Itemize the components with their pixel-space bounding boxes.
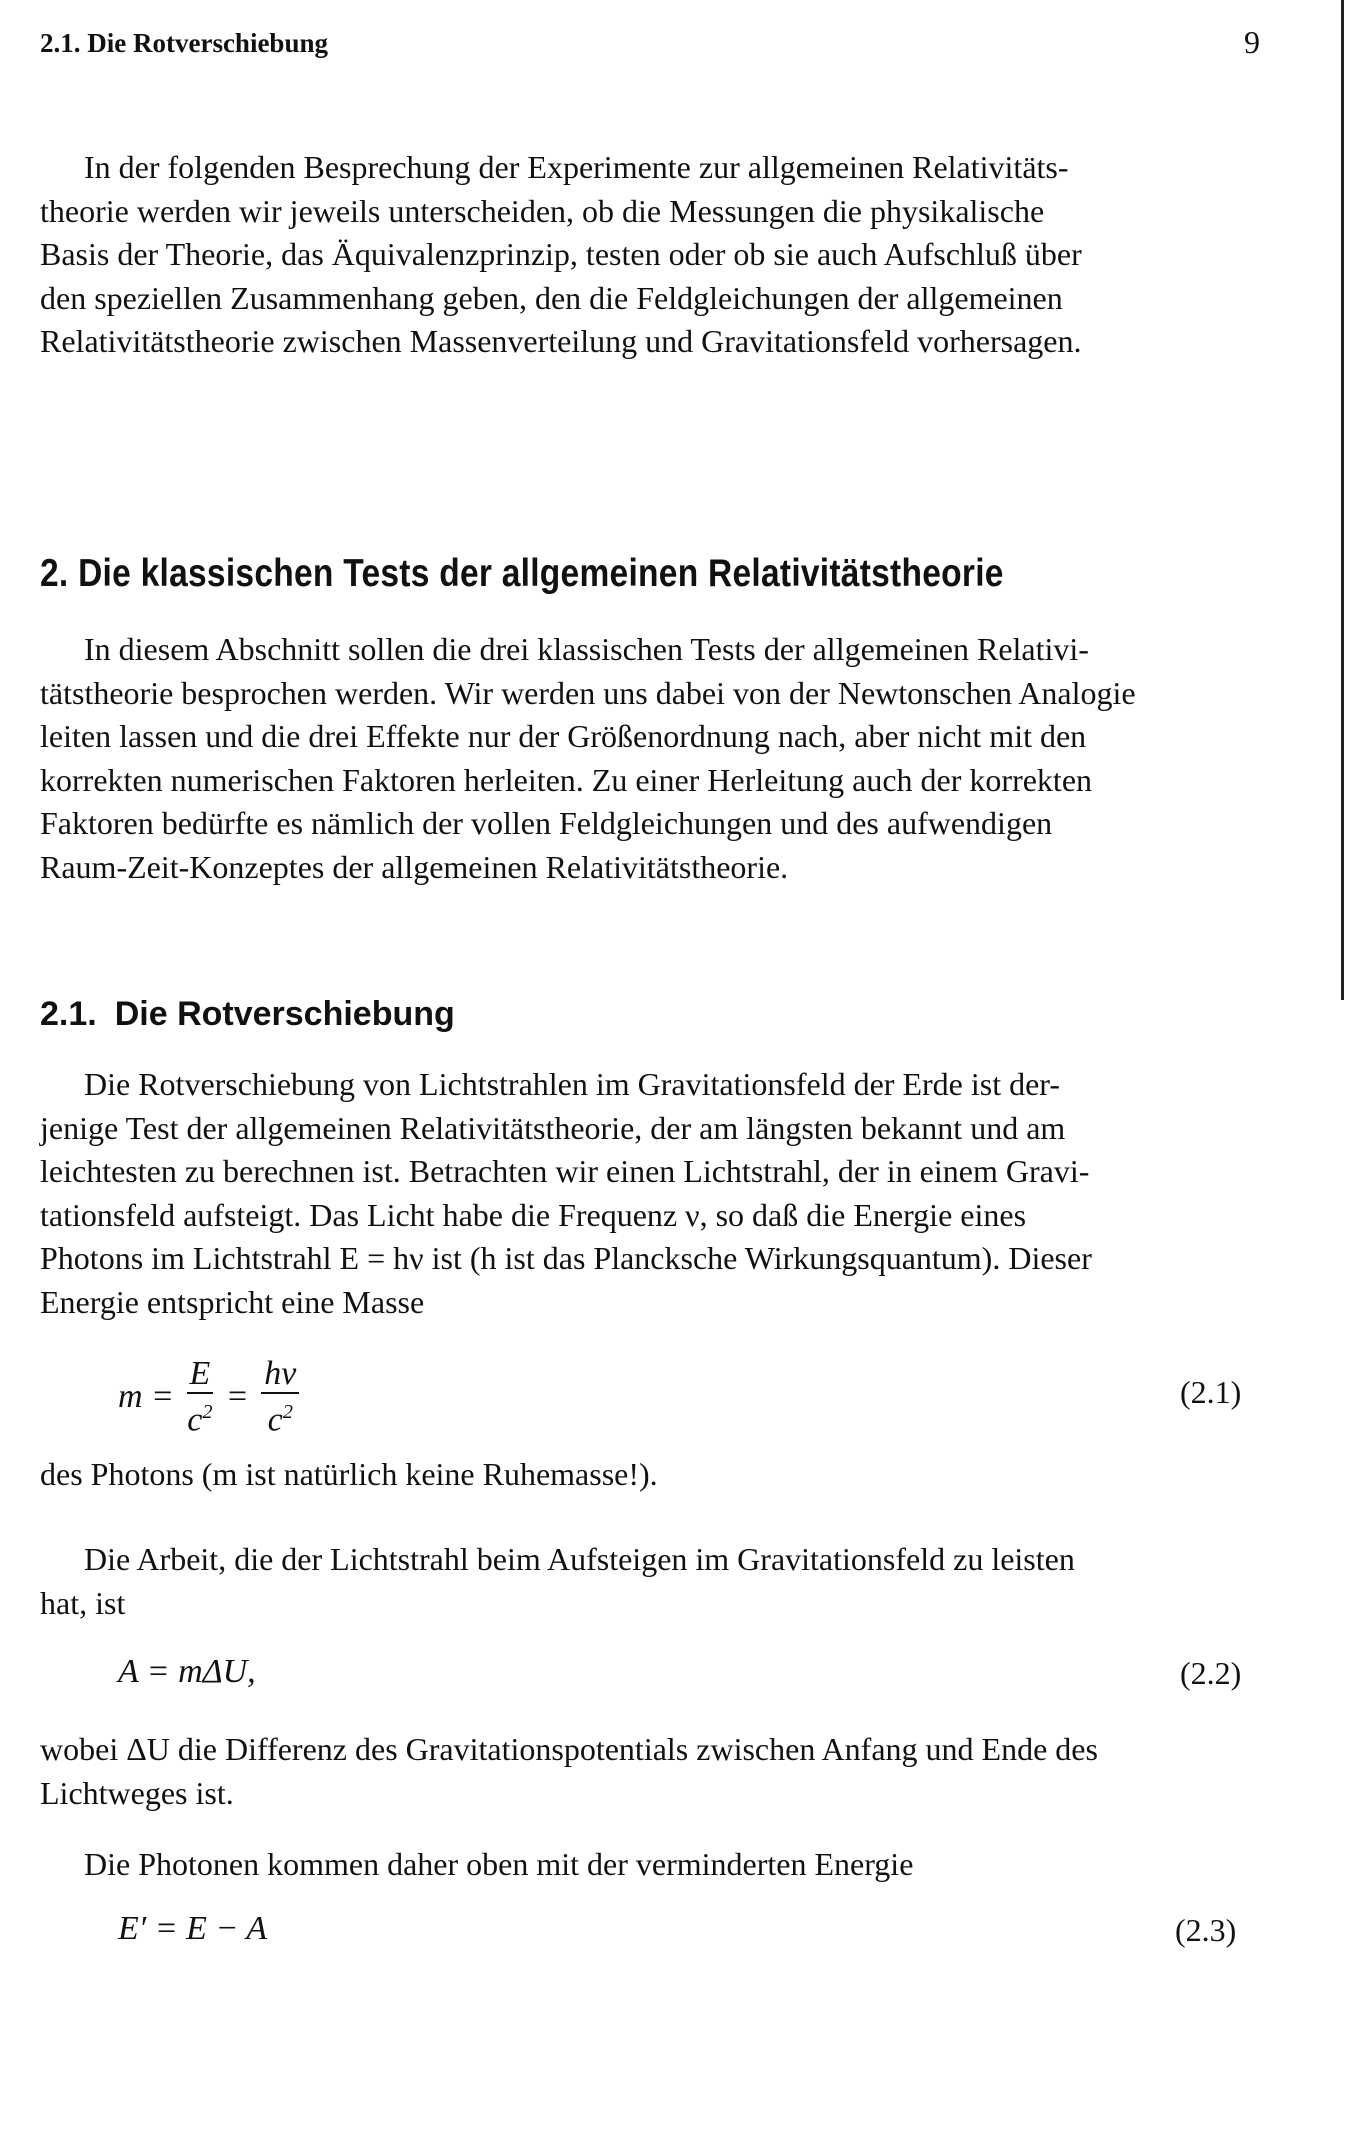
page-number: 9 (1244, 24, 1260, 60)
text-line: Die Photonen kommen daher oben mit der verminderten Energie (84, 1846, 914, 1882)
text-line: Lichtweges ist. (40, 1774, 234, 1811)
text-line: Basis der Theorie, das Äquivalenzprinzip, testen oder ob sie auch Aufschluß über (40, 236, 1082, 272)
eq1-frac2-numerator: hν (261, 1356, 299, 1394)
running-head: 2.1. Die Rotverschiebung (40, 28, 328, 58)
text-line: Die Rotverschiebung von Lichtstrahlen im Gravitationsfeld der Erde ist der- (84, 1066, 1060, 1102)
text-line: In der folgenden Besprechung der Experimente zur allgemeinen Relativitäts- (84, 149, 1069, 185)
subsection-heading (40, 995, 455, 1034)
eq1-fraction-e-over-c2 (187, 1356, 214, 1438)
exponent: 2 (202, 1401, 213, 1423)
text-line: Faktoren bedürfte es nämlich der vollen Feldgleichungen und des aufwendigen (40, 805, 1053, 841)
text-line: Photons im Lichtstrahl E = hν ist (h ist das Plancksche Wirkungsquantum). Dieser (40, 1240, 1092, 1276)
text-line: leichtesten zu berechnen ist. Betrachten wir einen Lichtstrahl, der in einem Gravi- (40, 1153, 1090, 1189)
equation-2-2: A = mΔU, (118, 1653, 256, 1690)
text-line: In diesem Abschnitt sollen die drei klassischen Tests der allgemeinen Relativi- (84, 631, 1089, 667)
margin-rule (1341, 0, 1344, 1000)
section-paragraph (40, 628, 1290, 889)
work-paragraph (40, 1538, 1280, 1625)
text-line: wobei ΔU die Differenz des Gravitationspotentials zwischen Anfang und Ende des (40, 1731, 1098, 1767)
eq1-equals: = (225, 1378, 249, 1416)
eq1-frac1-numerator: E (187, 1356, 214, 1394)
text-line: hat, ist (40, 1584, 126, 1621)
eq1-frac1-denominator: $c^2$ (187, 1401, 213, 1439)
text-line: jenige Test der allgemeinen Relativitätstheorie, der am längsten bekannt und am (40, 1109, 1066, 1146)
section-heading: 2. Die klassischen Tests der allgemeinen Relativitätstheorie (40, 552, 1004, 595)
text-line: den speziellen Zusammenhang geben, den die Feldgleichungen der allgemeinen (40, 279, 1063, 316)
eq1-frac2-denominator: $c^2$ (267, 1401, 293, 1439)
equation-number-2-1: (2.1) (1180, 1374, 1242, 1410)
after-eq1-text (40, 1453, 1180, 1497)
equation-2-1 (118, 1356, 303, 1446)
redshift-paragraph (40, 1063, 1290, 1324)
text-line: tationsfeld aufsteigt. Das Licht habe die Frequenz ν, so daß die Energie eines (40, 1196, 1027, 1233)
equation-2-3: E′ = E − A (118, 1910, 268, 1947)
exponent: 2 (282, 1401, 293, 1423)
after-eq2-text (40, 1728, 1290, 1815)
text-line: Relativitätstheorie zwischen Massenverteilung und Gravitationsfeld vorhersagen. (40, 323, 1082, 359)
photon-paragraph (40, 1843, 1290, 1887)
eq1-lhs: m = (118, 1378, 174, 1416)
text-line: Raum-Zeit-Konzeptes der allgemeinen Relativitätstheorie. (40, 848, 789, 885)
text-line: tätstheorie besprochen werden. Wir werden uns dabei von der Newtonschen Analogie (40, 674, 1136, 711)
intro-paragraph (40, 146, 1180, 364)
text-line: theorie werden wir jeweils unterscheiden, ob die Messungen die physikalische (40, 192, 1045, 229)
text-line: Die Arbeit, die der Lichtstrahl beim Aufsteigen im Gravitationsfeld zu leisten (84, 1541, 1075, 1577)
text-line: des Photons (m ist natürlich keine Ruhemasse!). (40, 1456, 658, 1492)
subsection-title: Die Rotverschiebung (114, 995, 455, 1033)
subsection-number: 2.1. (40, 995, 97, 1033)
text-line: korrekten numerischen Faktoren herleiten. Zu einer Herleitung auch der korrekten (40, 761, 1093, 798)
text-line: leiten lassen und die drei Effekte nur der Größenordnung nach, aber nicht mit den (40, 718, 1087, 754)
equation-number-2-3: (2.3) (1175, 1912, 1237, 1948)
eq1-fraction-hnu-over-c2 (261, 1356, 299, 1438)
text-line: Energie entspricht eine Masse (40, 1283, 425, 1320)
equation-number-2-2: (2.2) (1180, 1655, 1242, 1691)
